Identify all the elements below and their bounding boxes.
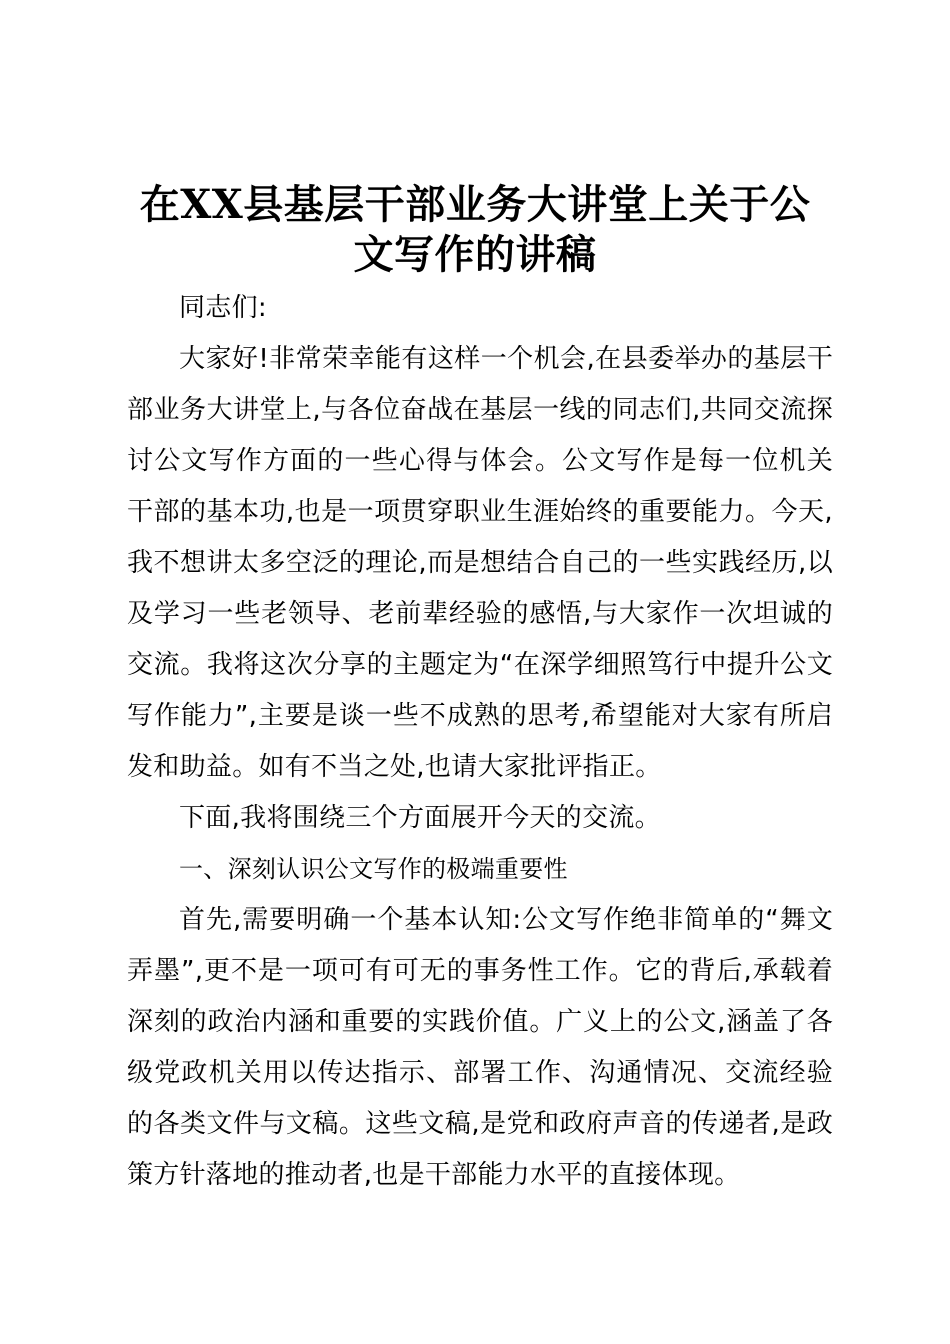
document-body [127, 283, 833, 1201]
outline-paragraph: 下面,我将围绕三个方面展开今天的交流。 [179, 803, 661, 833]
section-heading-1: 一、深刻认识公文写作的极端重要性 [179, 855, 568, 883]
greeting-paragraph: 同志们: [179, 293, 267, 323]
intro-paragraph: 大家好!非常荣幸能有这样一个机会,在县委举办的基层干部业务大讲堂上,与各位奋战在基层一线的同志们,共同交流探讨公文写作方面的一些心得与体会。公文写作是每一位机关干部的基本功,也是一项贯穿职业生涯始终的重要能力。今天,我不想讲太多空泛的理论,而是想结合自己的一些实践经历,以及学习一些老领导、老前辈经验的感悟,与大家作一次坦诚的交流。我将这次分享的主题定为“在深学细照笃行中提升公文写作能力”,主要是谈一些不成熟的思考,希望能对大家有所启发和助益。如有不当之处,也请大家批评指正。 [127, 344, 833, 782]
section-1-paragraph: 首先,需要明确一个基本认知:公文写作绝非简单的“舞文弄墨”,更不是一项可有可无的事务性工作。它的背后,承载着深刻的政治内涵和重要的实践价值。广义上的公文,涵盖了各级党政机关用以传达指示、部署工作、沟通情况、交流经验的各类文件与文稿。这些文稿,是党和政府声音的传递者,是政策方针落地的推动者,也是干部能力水平的直接体现。 [127, 905, 833, 1190]
document-title: 在XX县基层干部业务大讲堂上关于公文写作的讲稿 [139, 181, 811, 278]
